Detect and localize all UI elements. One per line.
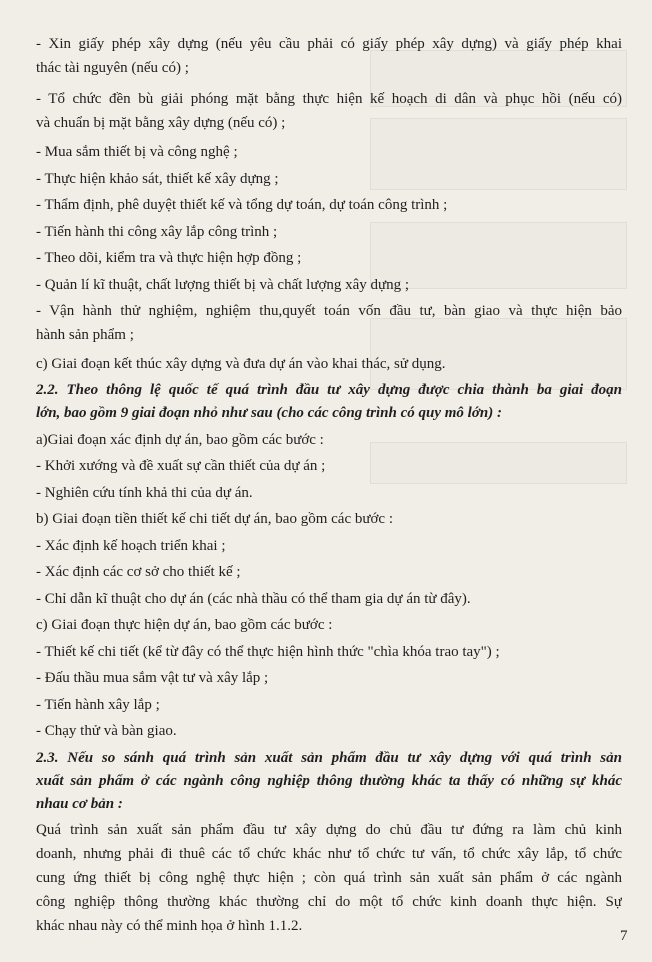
bleed-through-box xyxy=(370,118,627,190)
text-line: - Xác định các cơ sở cho thiết kế ; xyxy=(36,564,241,580)
page-number: 7 xyxy=(620,928,628,944)
text-line: doanh, nhưng phải đi thuê các tổ chức khác như tổ chức tư vấn, tổ chức xây lắp, tổ chức xyxy=(36,846,622,862)
text-line: - Chạy thử và bàn giao. xyxy=(36,723,177,739)
text-line: - Chỉ dẫn kĩ thuật cho dự án (các nhà thầu có thể tham gia dự án từ đây). xyxy=(36,591,471,607)
text-line: cung ứng thiết bị công nghệ thực hiện ; còn quá trình sản xuất sản phẩm ở các ngành xyxy=(36,870,622,886)
text-line: - Thực hiện khảo sát, thiết kế xây dựng ; xyxy=(36,171,279,187)
section-heading: 2.3. Nếu so sánh quá trình sản xuất sản phẩm đầu tư xây dựng với quá trình sản xyxy=(36,750,622,766)
text-line: c) Giai đoạn kết thúc xây dựng và đưa dự án vào khai thác, sử dụng. xyxy=(36,356,446,372)
text-line: thác tài nguyên (nếu có) ; xyxy=(36,60,189,76)
text-line: - Mua sắm thiết bị và công nghệ ; xyxy=(36,144,238,160)
text-line: - Thiết kế chi tiết (kể từ đây có thể thực hiện hình thức "chìa khóa trao tay") ; xyxy=(36,644,500,660)
section-heading: xuất sản phẩm ở các ngành công nghiệp thông thường khác ta thấy có những sự khác xyxy=(36,773,622,789)
text-line: - Tổ chức đền bù giải phóng mặt bằng thực hiện kế hoạch di dân và phục hồi (nếu có) xyxy=(36,91,622,107)
text-line: hành sản phẩm ; xyxy=(36,327,134,343)
text-line: - Khởi xướng và đề xuất sự cần thiết của dự án ; xyxy=(36,458,326,474)
text-line: - Tiến hành thi công xây lắp công trình ; xyxy=(36,224,278,240)
section-heading: lớn, bao gồm 9 giai đoạn nhỏ như sau (cho các công trình có quy mô lớn) : xyxy=(36,405,502,421)
text-line: Quá trình sản xuất sản phẩm đầu tư xây dựng do chủ đầu tư đứng ra làm chủ kinh xyxy=(36,822,622,838)
text-line: - Theo dõi, kiểm tra và thực hiện hợp đồng ; xyxy=(36,250,302,266)
text-line: - Xin giấy phép xây dựng (nếu yêu cầu phải có giấy phép xây dựng) và giấy phép khai xyxy=(36,36,622,52)
text-line: - Nghiên cứu tính khả thi của dự án. xyxy=(36,485,253,501)
text-line: c) Giai đoạn thực hiện dự án, bao gồm các bước : xyxy=(36,617,333,633)
section-heading: 2.2. Theo thông lệ quốc tế quá trình đầu tư xây dựng được chia thành ba giai đoạn xyxy=(36,382,622,398)
text-line: - Vận hành thử nghiệm, nghiệm thu,quyết toán vốn đầu tư, bàn giao và thực hiện bảo xyxy=(36,303,622,319)
text-line: và chuẩn bị mặt bằng xây dựng (nếu có) ; xyxy=(36,115,286,131)
text-line: - Quản lí kĩ thuật, chất lượng thiết bị và chất lượng xây dựng ; xyxy=(36,277,410,293)
text-line: a)Giai đoạn xác định dự án, bao gồm các bước : xyxy=(36,432,324,448)
text-line: - Xác định kế hoạch triển khai ; xyxy=(36,538,226,554)
bleed-through-box xyxy=(370,442,627,484)
text-line: công nghiệp thông thường khác thường chỉ do một tổ chức kinh doanh thực hiện. Sự xyxy=(36,894,622,910)
section-heading: nhau cơ bản : xyxy=(36,796,123,812)
text-line: b) Giai đoạn tiền thiết kế chi tiết dự án, bao gồm các bước : xyxy=(36,511,393,527)
text-line: - Đấu thầu mua sắm vật tư và xây lắp ; xyxy=(36,670,269,686)
text-line: - Thẩm định, phê duyệt thiết kế và tổng dự toán, dự toán công trình ; xyxy=(36,197,448,213)
text-line: khác nhau này có thể minh họa ở hình 1.1.2. xyxy=(36,918,303,934)
text-line: - Tiến hành xây lắp ; xyxy=(36,697,160,713)
